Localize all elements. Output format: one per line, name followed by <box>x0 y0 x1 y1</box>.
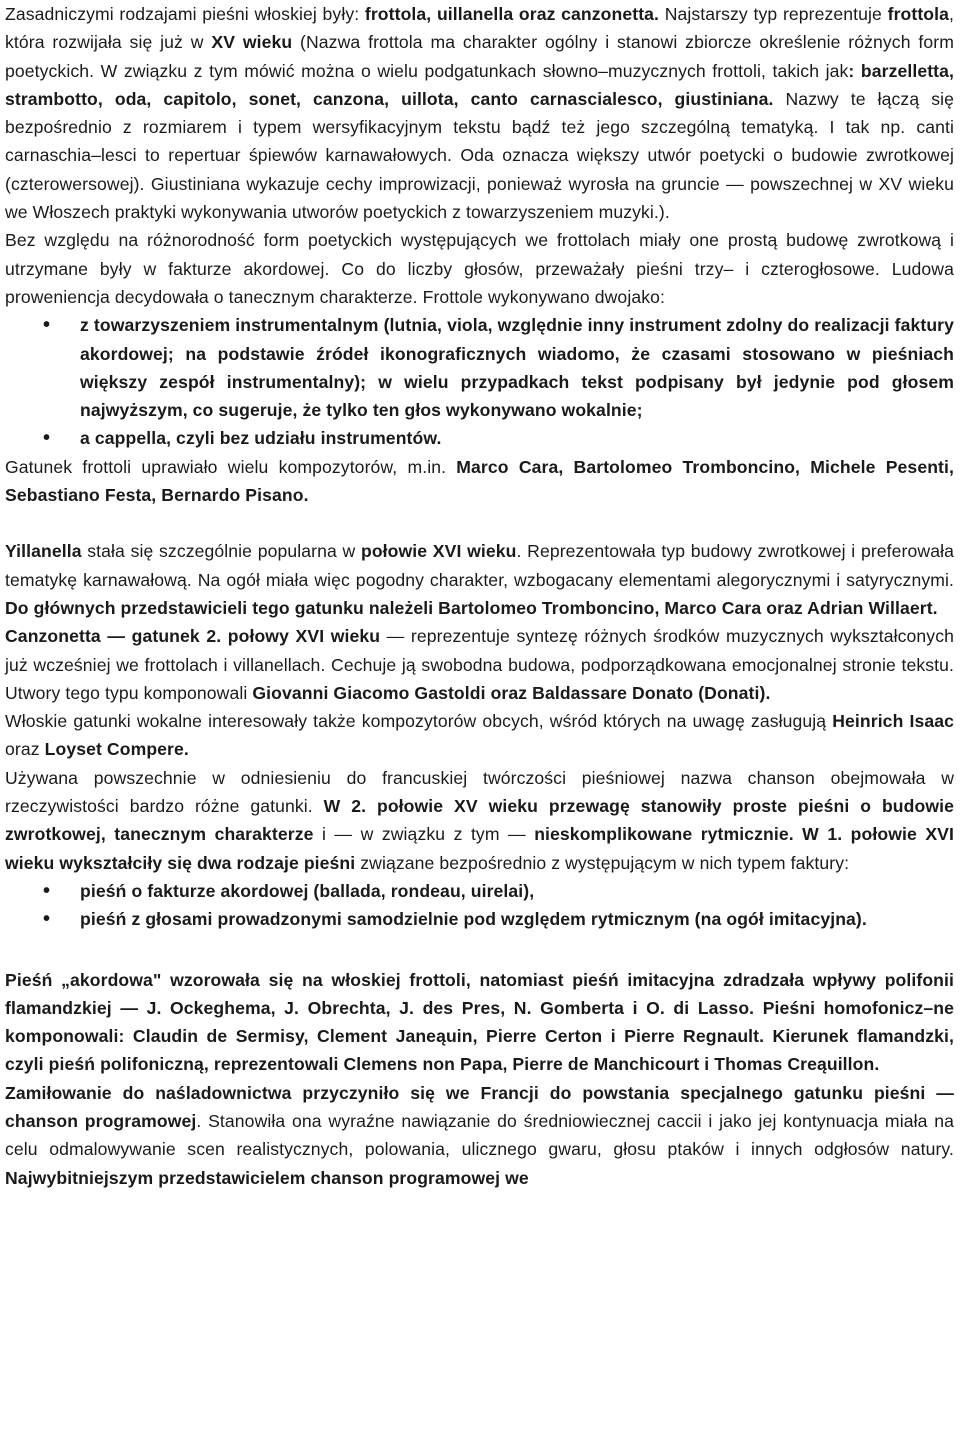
bullet-list-performance <box>5 311 954 452</box>
bold-run: Loyset Compere. <box>44 739 189 760</box>
text-run: oraz <box>5 739 45 760</box>
text-run: (Nazwa frottola ma charakter ogólny i stanowi zbiorcze określenie różnych form poetyckich. W związku z tym mówić można o wielu podgatunkach słowno–muzycznych frottoli, takich jak <box>5 32 954 81</box>
bold-run: : barzelletta, strambotto, oda, capitolo, sonet, canzona, uillota, canto carnascialesco, giustiniana. <box>5 60 954 109</box>
paragraph-program-chanson <box>5 1079 954 1192</box>
text-run: związane bezpośrednio z występującym w nich typem faktury: <box>355 852 850 873</box>
text-run: , która rozwijała się już w <box>5 4 955 53</box>
list-item: • pieśń o fakturze akordowej (ballada, rondeau, uirelai), <box>5 877 954 905</box>
text-run: i — w związku z tym — <box>313 824 535 845</box>
bold-run: W 2. połowie XV wieku przewagę stanowiły proste pieśni o budowie zwrotkowej, tanecznym charakterze <box>5 796 954 845</box>
paragraph-frottola-intro <box>5 0 954 226</box>
spacer <box>5 934 954 966</box>
text-run: Nazwy te łączą się bezpośrednio z rozmiarem i typem wersyfikacyjnym tekstu bądź też jego szczególną tematyką. I tak np. canti carnaschia–lesci to repertuar śpiewów karnawałowych. Oda oznacza większy utwór poetycki o budowie zwrotkowej (czterowersowej). Giustiniana wykazuje cechy improwizacji, ponieważ wyrosła na gruncie — powszechnej w XV wieku we Włoszech praktyki wykonywania utworów poetyckich z towarzyszeniem muzyki.). <box>5 88 954 223</box>
bullet-list-chanson-types <box>5 877 954 934</box>
bold-run: Najwybitniejszym przedstawicielem chanson programowej we <box>5 1167 529 1188</box>
text-run: stała się szczególnie popularna w <box>81 541 361 562</box>
paragraph-frottola-form: Bez względu na różnorodność form poetyckich występujących we frottolach miały one prostą budowę zwrotkową i utrzymane były w fakturze akordowej. Co do liczby głosów, przeważały pieśni trzy– i czterogłosowe. Ludowa proweniencja decydowała o tanecznym charakterze. Frottole wykonywano dwojako: <box>5 230 954 307</box>
bold-run: XV wieku <box>211 32 293 53</box>
bold-run: Giovanni Giacomo Gastoldi oraz Baldassare Donato (Donati). <box>252 682 771 703</box>
list-item: • z towarzyszeniem instrumentalnym (lutnia, viola, względnie inny instrument zdolny do realizacji faktury akordowej; na podstawie źródeł ikonograficznych wiadomo, że czasami stosowano w pieśniach większy zespół instrumentalny); w wielu przypadkach tekst podpisany był jedynie pod głosem najwyższym, co sugeruje, że tylko ten głos wykonywano wokalnie; <box>5 311 954 424</box>
bold-run: Yillanella <box>5 541 82 562</box>
paragraph-villanella <box>5 537 954 622</box>
text-run: Włoskie gatunki wokalne interesowały także kompozytorów obcych, wśród których na uwagę zasługują <box>5 711 833 732</box>
spacer <box>5 509 954 537</box>
text-run: Gatunek frottoli uprawiało wielu kompozytorów, m.in. <box>5 456 457 477</box>
bold-run: Heinrich Isaac <box>832 711 954 732</box>
text-run: Używana powszechnie w odniesieniu do francuskiej twórczości pieśniowej nazwa chanson obejmowała w rzeczywistości bardzo różne gatunki. <box>5 767 954 817</box>
paragraph-canzonetta <box>5 622 954 707</box>
list-item: • pieśń z głosami prowadzonymi samodzielnie pod względem rytmicznym (na ogół imitacyjna). <box>5 905 954 933</box>
text-run: — reprezentuje syntezę różnych środków muzycznych wykształconych już wcześniej we frottolach i villanellach. Cechuje ją swobodna budowa, podporządkowana emocjonalnej stronie tekstu. Utwory tego typu komponowali <box>5 626 954 703</box>
text-run: . Reprezentowała typ budowy zwrotkowej i preferowała tematykę karnawałową. Na ogół miała więc pogodny charakter, wzbogacany elementami alegorycznymi i satyrycznymi. <box>5 541 954 590</box>
paragraph-chordal-song: Pieśń „akordowa" wzorowała się na włoskiej frottoli, natomiast pieśń imitacyjna zdradzała wpływy polifonii flamandzkiej — J. Ockeghema, J. Obrechta, J. des Pres, N. Gomberta i O. di Lasso. Pieśni homofonicz–ne komponowali: Claudin de Sermisy, Clement Janeąuin, Pierre Certon i Pierre Regnault. Kierunek flamandzki, czyli pieśń polifoniczną, reprezentowali Clemens non Papa, Pierre de Manchicourt i Thomas Creąuillon. <box>5 969 954 1075</box>
bold-run: połowie XVI wieku <box>360 541 517 562</box>
text-run: Zasadniczymi rodzajami pieśni włoskiej były: <box>5 4 365 24</box>
bold-run: nieskomplikowane rytmicznie. W 1. połowie XVI wieku wykształciły się dwa rodzaje pieśni <box>5 824 954 873</box>
text-run: . Stanowiła ona wyraźne nawiązanie do średniowiecznej caccii i jako jej kontynuacja miała na celu odmalowywanie scen realistycznych, polowania, ulicznego gwaru, głosu ptaków i innych odgłosów natury. <box>5 1110 954 1160</box>
text-run: Najstarszy typ reprezentuje <box>659 4 888 24</box>
paragraph-chanson <box>5 764 954 877</box>
bold-run: Marco Cara, Bartolomeo Tromboncino, Michele Pesenti, Sebastiano Festa, Bernardo Pisano. <box>5 456 954 506</box>
list-item: • a cappella, czyli bez udziału instrumentów. <box>5 424 954 452</box>
bold-run: Zamiłowanie do naśladownictwa przyczyniło się we Francji do powstania specjalnego gatunku pieśni — chanson programowej <box>5 1082 954 1131</box>
bold-run: Do głównych przedstawicieli tego gatunku należeli Bartolomeo Tromboncino, Marco Cara oraz Adrian Willaert. <box>5 597 938 618</box>
bold-run: frottola, uillanella oraz canzonetta. <box>364 4 660 24</box>
bold-run: frottola <box>887 4 950 24</box>
paragraph-foreign-composers <box>5 707 954 764</box>
bold-run: Canzonetta — gatunek 2. połowy XVI wieku <box>5 626 381 647</box>
paragraph-composers <box>5 453 954 510</box>
